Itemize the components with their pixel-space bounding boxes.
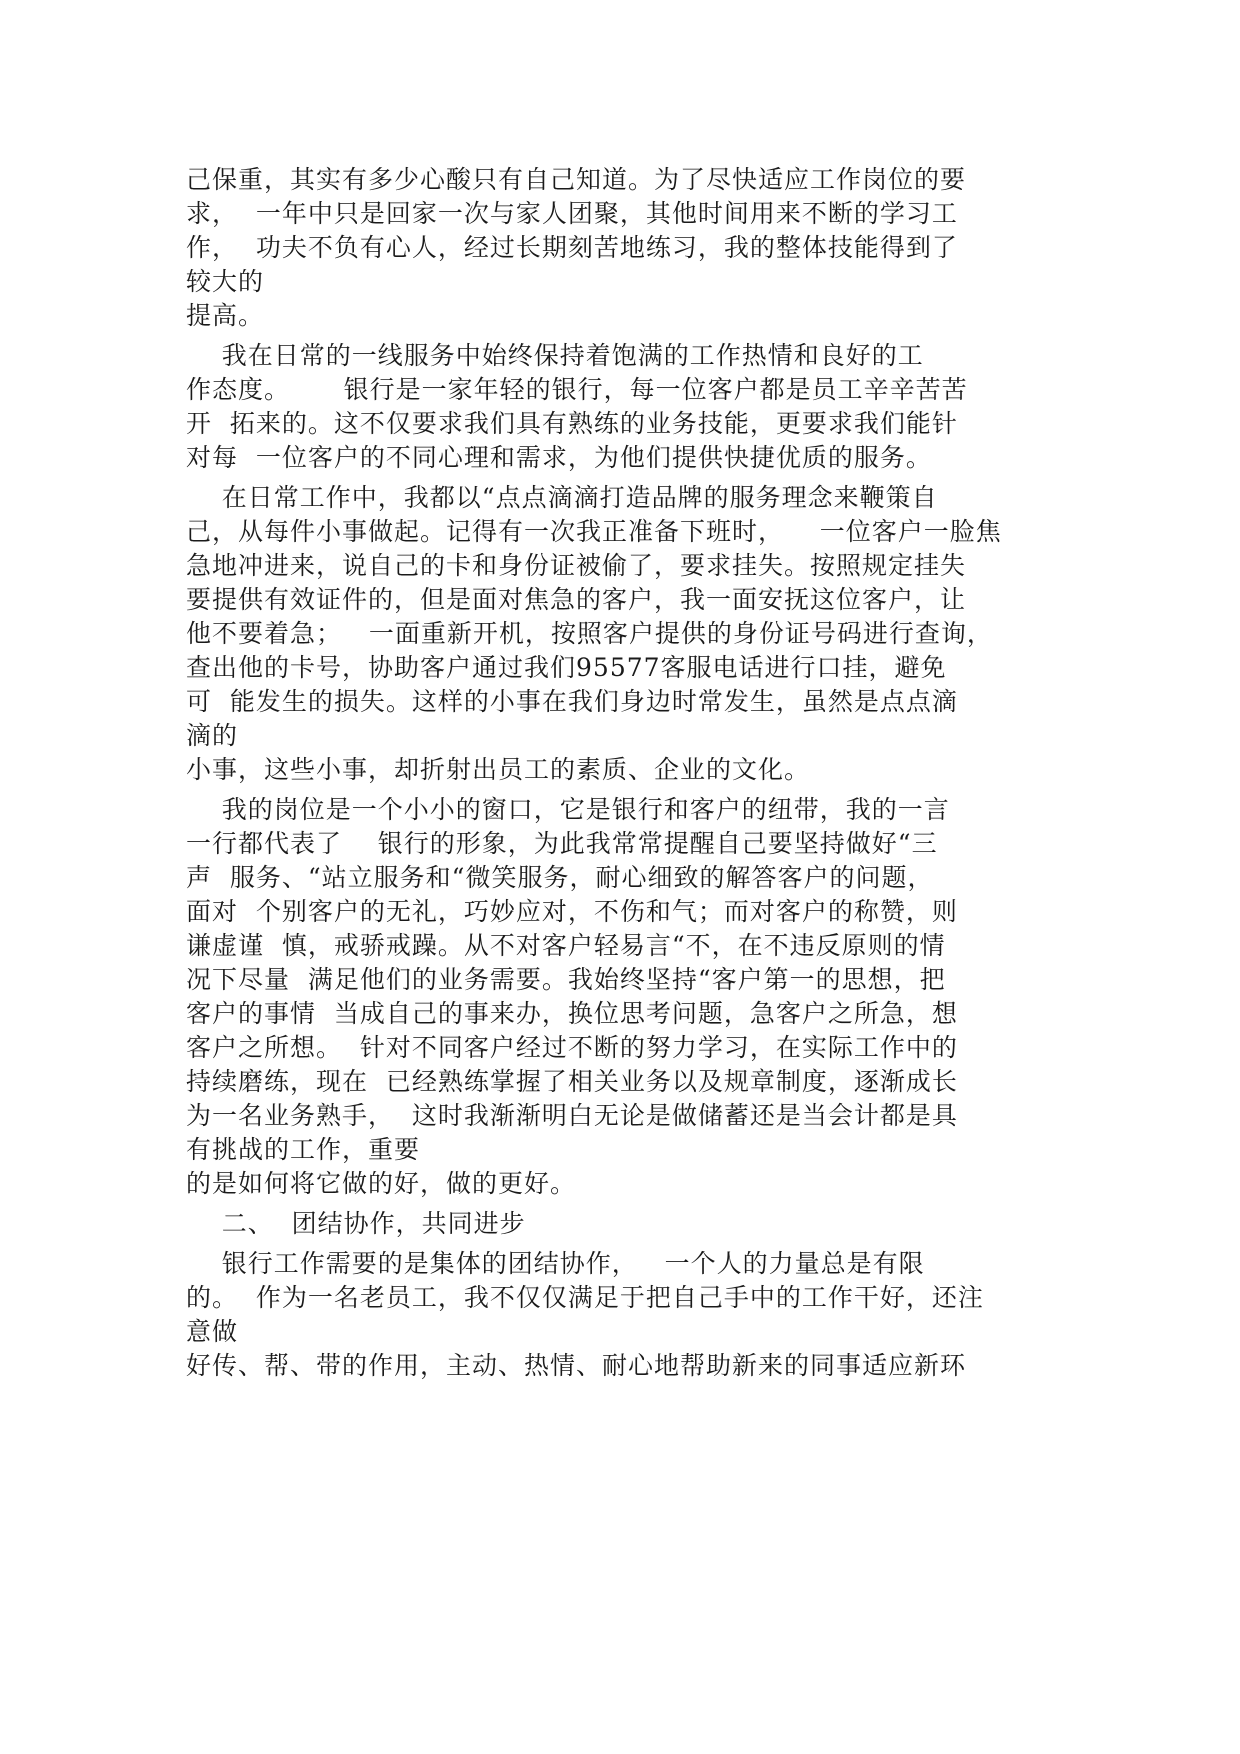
text-line: 客户的事情 当成自己的事来办，换位思考问题，急客户之所急，想 (186, 999, 958, 1028)
text-line: 开 拓来的。这不仅要求我们具有熟练的业务技能，更要求我们能针 (186, 409, 958, 438)
text-line: 对每 一位客户的不同心理和需求，为他们提供快捷优质的服务。 (186, 443, 932, 472)
text-line: 急地冲进来，说自己的卡和身份证被偷了，要求挂失。按照规定挂失 (186, 551, 967, 580)
text-line: 银行工作需要的是集体的团结协作， 一个人的力量总是有限 (186, 1249, 925, 1278)
body-text (186, 163, 1066, 1383)
text-line: 求， 一年中只是回家一次与家人团聚，其他时间用来不断的学习工 (186, 199, 958, 228)
text-line: 谦虚谨 慎，戒骄戒躁。从不对客户轻易言“不，在不违反原则的情 (186, 931, 946, 960)
text-line: 客户之所想。 针对不同客户经过不断的努力学习，在实际工作中的 (186, 1033, 958, 1062)
text-line: 况下尽量 满足他们的业务需要。我始终坚持“客户第一的思想，把 (186, 965, 946, 994)
text-line: 的是如何将它做的好，做的更好。 (186, 1169, 577, 1198)
text-line: 持续磨练，现在 已经熟练掌握了相关业务以及规章制度，逐渐成长 (186, 1067, 958, 1096)
text-line: 作， 功夫不负有心人，经过长期刻苦地练习，我的整体技能得到了 (186, 233, 958, 262)
text-line: 面对 个别客户的无礼，巧妙应对，不伤和气；而对客户的称赞，则 (186, 897, 958, 926)
text-line: 意做 (186, 1317, 239, 1346)
text-line: 要提供有效证件的，但是面对焦急的客户，我一面安抚这位客户，让 (186, 585, 967, 614)
text-line: 较大的 (186, 267, 265, 296)
text-line: 我在日常的一线服务中始终保持着饱满的工作热情和良好的工 (186, 341, 924, 370)
text-line: 小事，这些小事，却折射出员工的素质、企业的文化。 (186, 755, 811, 784)
text-line: 己保重，其实有多少心酸只有自己知道。为了尽快适应工作岗位的要 (186, 165, 967, 194)
text-line: 提高。 (186, 301, 265, 330)
text-line: 查出他的卡号，协助客户通过我们95577客服电话进行口挂，避免 (186, 653, 947, 682)
text-line: 声 服务、“站立服务和“微笑服务，耐心细致的解答客户的问题， (186, 863, 934, 892)
text-line: 为一名业务熟手， 这时我渐渐明白无论是做储蓄还是当会计都是具 (186, 1101, 958, 1130)
text-line: 一行都代表了 银行的形象，为此我常常提醒自己要坚持做好“三 (186, 829, 938, 858)
text-line: 的。 作为一名老员工，我不仅仅满足于把自己手中的工作干好，还注 (186, 1283, 984, 1312)
text-line: 滴的 (186, 721, 239, 750)
text-line: 有挑战的工作，重要 (186, 1135, 421, 1164)
text-line: 好传、帮、带的作用，主动、热情、耐心地帮助新来的同事适应新环 (186, 1351, 967, 1380)
text-line: 作态度。 银行是一家年轻的银行，每一位客户都是员工辛辛苦苦 (186, 375, 968, 404)
text-line: 己，从每件小事做起。记得有一次我正准备下班时， 一位客户一脸焦 (186, 517, 1002, 546)
text-line: 在日常工作中，我都以“点点滴滴打造品牌的服务理念来鞭策自 (186, 483, 938, 512)
text-line: 他不要着急； 一面重新开机，按照客户提供的身份证号码进行查询， (186, 619, 993, 648)
section-heading: 二、 团结协作，共同进步 (186, 1209, 526, 1238)
text-line: 我的岗位是一个小小的窗口，它是银行和客户的纽带，我的一言 (186, 795, 950, 824)
text-line: 可 能发生的损失。这样的小事在我们身边时常发生，虽然是点点滴 (186, 687, 958, 716)
